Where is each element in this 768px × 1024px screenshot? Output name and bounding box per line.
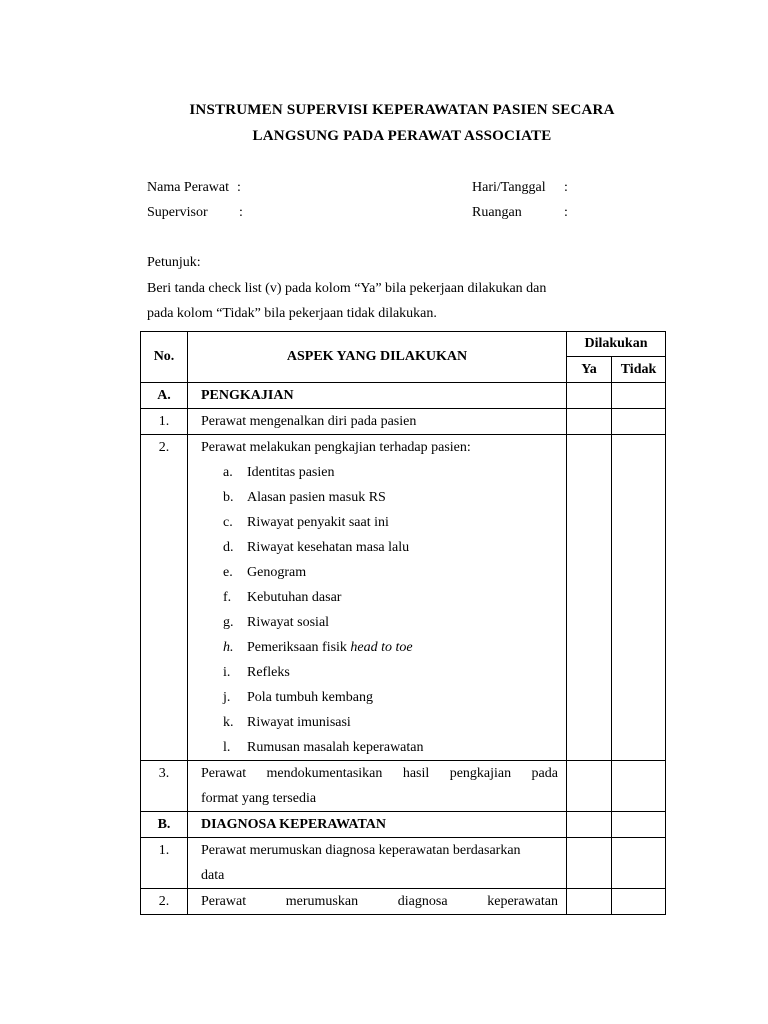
header-dilakukan	[567, 332, 666, 357]
section-a-label-cell	[188, 383, 567, 409]
list-item-text: Refleks	[247, 665, 290, 680]
list-item	[201, 710, 558, 735]
table-row	[141, 409, 666, 435]
ya-checkbox-cell[interactable]	[567, 838, 612, 889]
tidak-checkbox-cell[interactable]	[612, 838, 666, 889]
tidak-checkbox-cell[interactable]	[612, 812, 666, 838]
section-a-label: PENGKAJIAN	[201, 388, 294, 403]
header-ya	[567, 357, 612, 383]
row-aspek	[188, 761, 567, 812]
row-aspek	[188, 889, 567, 915]
row-no	[141, 838, 188, 889]
word: pengkajian	[449, 766, 512, 781]
ya-checkbox-cell[interactable]	[567, 761, 612, 812]
section-a-no-text: A.	[157, 388, 171, 403]
list-item	[201, 585, 558, 610]
list-item-italic-text: head to toe	[350, 640, 413, 655]
list-item-text: Pola tumbuh kembang	[247, 690, 373, 705]
row-aspek-text: data	[201, 868, 225, 883]
header-tidak	[612, 357, 666, 383]
row-no	[141, 409, 188, 435]
ya-checkbox-cell[interactable]	[567, 383, 612, 409]
header-no	[141, 332, 188, 383]
list-item-text: Rumusan masalah keperawatan	[247, 740, 424, 755]
row-aspek	[188, 409, 567, 435]
document-title-line-1: INSTRUMEN SUPERVISI KEPERAWATAN PASIEN SECARA	[189, 102, 615, 118]
row-no	[141, 435, 188, 761]
hari-tanggal-colon: :	[564, 180, 568, 195]
petunjuk-line-2: pada kolom “Tidak” bila pekerjaan tidak dilakukan.	[147, 306, 437, 321]
word: Perawat	[201, 894, 247, 909]
word: pada	[531, 766, 558, 781]
hari-tanggal-label: Hari/Tanggal	[472, 180, 546, 195]
section-a-row	[141, 383, 666, 409]
row-aspek-justified-line	[201, 889, 558, 914]
list-item-letter: k.	[223, 715, 234, 730]
section-b-row	[141, 812, 666, 838]
row-aspek	[188, 435, 567, 761]
section-b-no-text: B.	[157, 817, 171, 832]
nama-perawat-label: Nama Perawat	[147, 180, 230, 195]
list-item	[201, 535, 558, 560]
list-item-letter: g.	[223, 615, 234, 630]
row-no-text: 1.	[158, 843, 170, 858]
nama-perawat-colon: :	[237, 180, 241, 195]
list-item-letter: j.	[223, 690, 231, 705]
ruangan-label: Ruangan	[472, 205, 522, 220]
list-item	[201, 635, 558, 660]
list-item-text: Genogram	[247, 565, 307, 580]
list-item-text: Alasan pasien masuk RS	[247, 490, 386, 505]
ruangan-colon: :	[564, 205, 568, 220]
list-item-text: Riwayat penyakit saat ini	[247, 515, 389, 530]
word: merumuskan	[285, 894, 359, 909]
table-header-row	[141, 332, 666, 357]
row-no-text: 2.	[158, 440, 170, 455]
table-row	[141, 838, 666, 889]
list-item-letter: f.	[223, 590, 232, 605]
header-aspek-label: ASPEK YANG DILAKUKAN	[286, 349, 468, 364]
list-item	[201, 510, 558, 535]
section-b-label-cell	[188, 812, 567, 838]
row-no-text: 1.	[158, 414, 170, 429]
list-item-letter: a.	[223, 465, 233, 480]
row-aspek-text: Perawat merumuskan diagnosa keperawatan berdasarkan	[201, 843, 521, 858]
document-title-line-2: LANGSUNG PADA PERAWAT ASSOCIATE	[252, 128, 552, 144]
header-no-label: No.	[153, 349, 175, 364]
tidak-checkbox-cell[interactable]	[612, 761, 666, 812]
header-tidak-label: Tidak	[620, 361, 657, 377]
list-item-letter: b.	[223, 490, 234, 505]
list-item	[201, 610, 558, 635]
list-item-letter: h.	[223, 640, 234, 655]
word: mendokumentasikan	[266, 766, 383, 781]
table-row	[141, 889, 666, 915]
petunjuk-line-1: Beri tanda check list (v) pada kolom “Ya” bila pekerjaan dilakukan dan	[147, 281, 547, 296]
tidak-checkbox-cell[interactable]	[612, 409, 666, 435]
section-b-no	[141, 812, 188, 838]
petunjuk-heading: Petunjuk:	[147, 255, 201, 270]
list-item	[201, 735, 558, 760]
word: keperawatan	[487, 894, 558, 909]
word: Perawat	[201, 766, 247, 781]
row-no-text: 2.	[158, 894, 170, 909]
supervision-checklist-table	[140, 331, 666, 915]
word: hasil	[402, 766, 430, 781]
ya-checkbox-cell[interactable]	[567, 889, 612, 915]
row-no	[141, 761, 188, 812]
section-b-label: DIAGNOSA KEPERAWATAN	[201, 817, 387, 832]
row-aspek-text: format yang tersedia	[201, 791, 317, 806]
supervisor-label: Supervisor	[147, 205, 208, 220]
list-item	[201, 460, 558, 485]
row-aspek-text: Perawat melakukan pengkajian terhadap pasien:	[201, 440, 471, 455]
list-item	[201, 560, 558, 585]
list-item-letter: i.	[223, 665, 231, 680]
list-item-text: Riwayat imunisasi	[247, 715, 351, 730]
table-row	[141, 435, 666, 761]
tidak-checkbox-cell[interactable]	[612, 435, 666, 761]
list-item-text: Kebutuhan dasar	[247, 590, 342, 605]
row-no-text: 3.	[158, 766, 170, 781]
word: diagnosa	[397, 894, 448, 909]
tidak-checkbox-cell[interactable]	[612, 383, 666, 409]
row-no	[141, 889, 188, 915]
row-aspek-text: Perawat mengenalkan diri pada pasien	[201, 414, 417, 429]
header-aspek	[188, 332, 567, 383]
list-item	[201, 485, 558, 510]
row-aspek	[188, 838, 567, 889]
supervisor-colon: :	[239, 205, 243, 220]
list-item-letter: c.	[223, 515, 233, 530]
list-item	[201, 660, 558, 685]
list-item-text: Identitas pasien	[247, 465, 335, 480]
ya-checkbox-cell[interactable]	[567, 435, 612, 761]
list-item	[201, 685, 558, 710]
table-row	[141, 761, 666, 812]
list-item-text: Pemeriksaan fisik	[247, 640, 351, 655]
header-ya-label: Ya	[581, 361, 597, 377]
ya-checkbox-cell[interactable]	[567, 812, 612, 838]
list-item-text: Riwayat sosial	[247, 615, 330, 630]
list-item-letter: e.	[223, 565, 233, 580]
list-item-text: Riwayat kesehatan masa lalu	[247, 540, 410, 555]
header-dilakukan-label: Dilakukan	[584, 336, 648, 351]
ya-checkbox-cell[interactable]	[567, 409, 612, 435]
section-a-no	[141, 383, 188, 409]
tidak-checkbox-cell[interactable]	[612, 889, 666, 915]
list-item-letter: d.	[223, 540, 234, 555]
row-aspek-justified-line	[201, 761, 558, 786]
list-item-letter: l.	[223, 740, 231, 755]
